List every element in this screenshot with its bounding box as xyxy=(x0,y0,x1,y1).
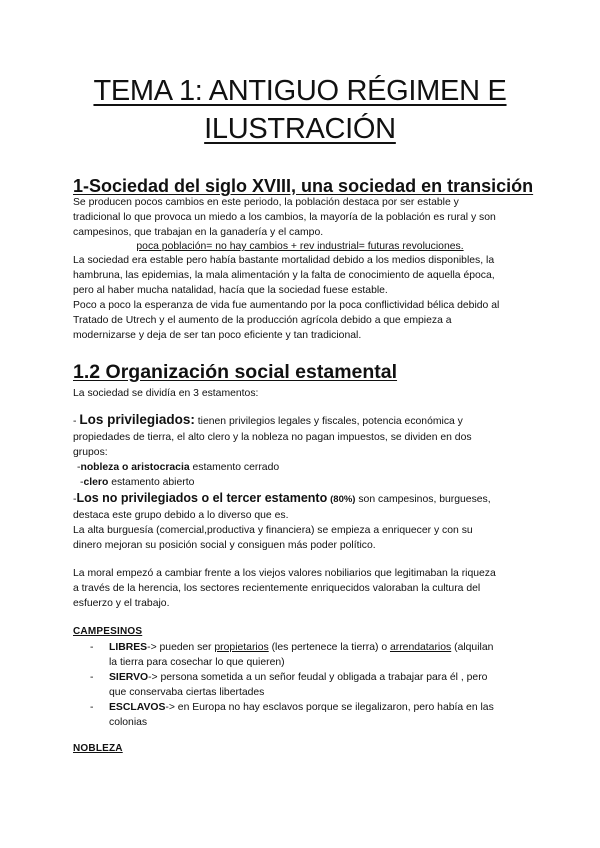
esclavos-text: -> en Europa no hay esclavos porque se ilegalizaron, pero había en las xyxy=(165,702,494,713)
libres-line-2: la tierra para cosechar lo que quieren) xyxy=(109,657,285,668)
privilegiados-text: tienen privilegios legales y fiscales, potencia económica y xyxy=(194,416,463,427)
nobleza-heading: NOBLEZA xyxy=(73,743,123,754)
libres-label: LIBRES xyxy=(109,642,148,653)
s1-p3-line-3: modernizarse y deja de ser tan poco eficiente y tan tradicional. xyxy=(73,330,362,341)
esclavos-label: ESCLAVOS xyxy=(109,702,166,713)
libres-end: (alquilan xyxy=(451,642,494,653)
no-privilegiados-label: Los no privilegiados o el tercer estamento xyxy=(76,491,328,505)
clero-item-label: clero xyxy=(83,477,109,488)
moral-line-2: a través de la herencia, los sectores recientemente enriquecidos valoraban la cultura del xyxy=(73,583,481,594)
siervo-bullet: - xyxy=(90,672,94,683)
privilegiados-line-1 xyxy=(73,413,463,428)
section-1-heading: 1-Sociedad del siglo XVIII, una sociedad en transición xyxy=(73,176,534,196)
burguesia-line-1: La alta burguesía (comercial,productiva y financiera) se empieza a enriquecer y con su xyxy=(73,525,473,536)
no-privilegiados-text: son campesinos, burgueses, xyxy=(355,494,491,505)
nobleza-item xyxy=(77,461,279,474)
s2-intro: La sociedad se dividía en 3 estamentos: xyxy=(73,388,259,399)
nobleza-item-prefix: - xyxy=(77,462,81,473)
privilegiados-prefix: - xyxy=(73,416,80,427)
privilegiados-label: Los privilegiados: xyxy=(79,412,195,427)
clero-item-prefix: - xyxy=(80,477,84,488)
arrendatarios-term: arrendatarios xyxy=(389,642,452,653)
moral-line-1: La moral empezó a cambiar frente a los viejos valores nobiliarios que legitimaban la riqueza xyxy=(73,568,496,579)
libres-mid: (les pertenece la tierra) o xyxy=(268,642,390,653)
section-2-heading: 1.2 Organización social estamental xyxy=(73,361,398,383)
s1-p1-line-3: campesinos, que trabajan en la ganadería y el campo. xyxy=(73,227,324,238)
title-line-2: ILUSTRACIÓN xyxy=(204,113,396,145)
no-privilegiados-line-2: destaca este grupo debido a lo diverso que es. xyxy=(73,510,289,521)
moral-line-3: esfuerzo y el trabajo. xyxy=(73,598,170,609)
s1-centered-note: poca población= no hay cambios + rev industrial= futuras revoluciones. xyxy=(136,241,464,252)
s1-p2-line-1: La sociedad era estable pero había bastante mortalidad debido a los medios disponibles, la xyxy=(73,255,495,266)
nobleza-item-text: estamento cerrado xyxy=(189,462,280,473)
s1-p1-line-2: tradicional lo que provoca un miedo a los cambios, la mayoría de la población es rural y son xyxy=(73,212,496,223)
privilegiados-line-3: grupos: xyxy=(73,447,108,458)
esclavos-line-2: colonias xyxy=(109,717,148,728)
clero-item-text: estamento abierto xyxy=(108,477,195,488)
no-privilegiados-line-1 xyxy=(73,492,491,506)
siervo-label: SIERVO xyxy=(109,672,149,683)
no-privilegiados-percent: (80%) xyxy=(330,494,356,505)
libres-arrow: -> pueden ser xyxy=(147,642,215,653)
privilegiados-line-2: propiedades de tierra, el alto clero y la nobleza no pagan impuestos, se dividen en dos xyxy=(73,432,472,443)
s1-p2-line-3: pero al haber mucha natalidad, hacía que la sociedad fuese estable. xyxy=(73,285,388,296)
s1-p3-line-2: Tratado de Utrech y el aumento de la producción agrícola debido a que empieza a xyxy=(73,315,452,326)
nobleza-item-label: nobleza o aristocracia xyxy=(80,462,190,473)
s1-p3-line-1: Poco a poco la esperanza de vida fue aumentando por la poca conflictividad bélica debido al xyxy=(73,300,500,311)
campesinos-heading: CAMPESINOS xyxy=(73,626,143,637)
siervo-line-1 xyxy=(109,671,487,684)
propietarios-term: propietarios xyxy=(214,642,269,653)
siervo-line-2: que conservaba ciertas libertades xyxy=(109,687,265,698)
s1-p1-line-1: Se producen pocos cambios en este periodo, la población destaca por ser estable y xyxy=(73,197,459,208)
s1-p2-line-2: hambruna, las epidemias, la mala alimentación y la falta de conocimiento de aquella época, xyxy=(73,270,495,281)
esclavos-line-1 xyxy=(109,701,494,714)
esclavos-bullet: - xyxy=(90,702,94,713)
no-privilegiados-prefix: - xyxy=(73,494,77,505)
clero-item xyxy=(80,476,194,489)
libres-line-1 xyxy=(109,641,493,654)
libres-bullet: - xyxy=(90,642,94,653)
burguesia-line-2: dinero mejoran su posición social y consiguen más poder político. xyxy=(73,540,376,551)
siervo-text: -> persona sometida a un señor feudal y obligada a trabajar para él , pero xyxy=(148,672,488,683)
document-title xyxy=(40,72,560,148)
title-line-1: TEMA 1: ANTIGUO RÉGIMEN E xyxy=(93,75,507,107)
